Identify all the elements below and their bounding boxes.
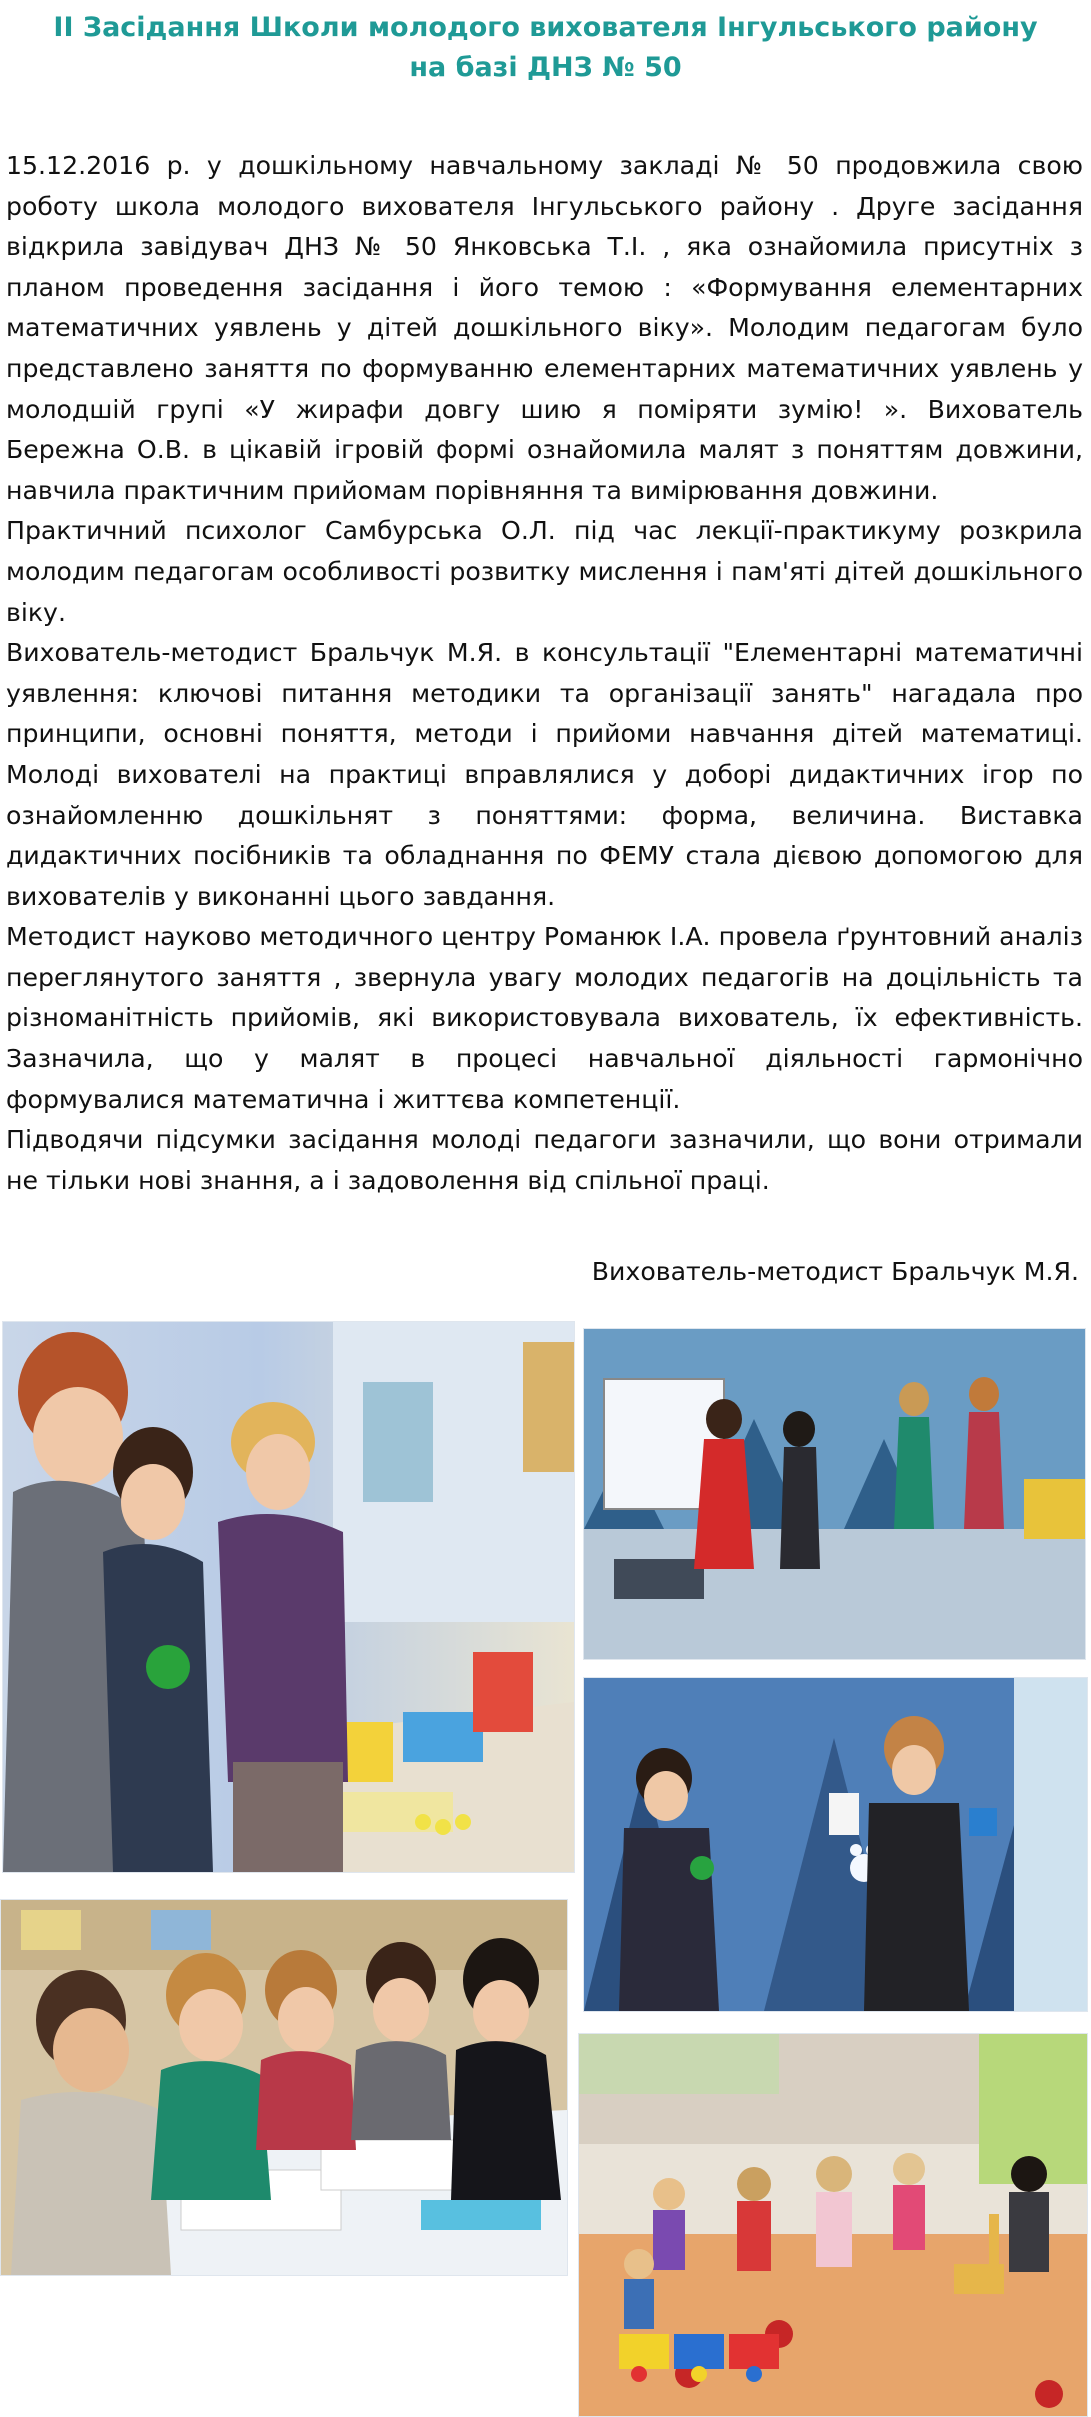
photo-children-in-group-room — [578, 2033, 1088, 2417]
signature: Вихователь-методист Бральчук М.Я. — [591, 1257, 1079, 1286]
title-line-2: на базі ДНЗ № 50 — [409, 52, 682, 83]
article-body — [6, 146, 1083, 1201]
article-paragraph: Підводячи підсумки засідання молоді педагоги зазначили, що вони отримали не тільки нові знання, а і задоволення від спільної праці. — [6, 1125, 1083, 1195]
page-title — [0, 8, 1091, 88]
photo-teachers-working-at-table — [0, 1899, 568, 2276]
article-paragraph: Вихователь-методист Бральчук М.Я. в консультації "Елементарні математичні уявлення: ключові питання методики та організації занять" нагадала про принципи, основні поняття, методи і прийоми навчання дітей математиці. Молоді вихователі на практиці вправлялися у доборі дидактичних ігор по ознайомленню дошкільнят з поняттями: форма, величина. Виставка дидактичних посібників та обладнання по ФЕМУ стала дієвою допомогою для вихователів у виконанні цього завдання. — [6, 638, 1083, 911]
article-paragraph: Методист науково методичного центру Романюк І.А. провела ґрунтовний аналіз переглянутого заняття , звернула увагу молодих педагогів на доцільність та різноманітність прийомів, які використовувала вихователь, їх ефективність. Зазначила, що у малят в процесі навчальної діяльності гармонічно формувалися математична і життєва компетенції. — [6, 922, 1083, 1114]
article-paragraph: Практичний психолог Самбурська О.Л. під час лекції-практикуму розкрила молодим педагогам особливості розвитку мислення і пам'яті дітей дошкільного віку. — [6, 516, 1083, 627]
title-line-1: II Засідання Школи молодого вихователя Інгульського району — [53, 12, 1038, 43]
photo-presentation-room — [583, 1328, 1086, 1660]
photo-teachers-at-display-table — [2, 1321, 575, 1873]
photo-two-women-winter-backdrop — [583, 1677, 1088, 2012]
article-paragraph: 15.12.2016 р. у дошкільному навчальному закладі № 50 продовжила свою роботу школа молодого вихователя Інгульського району . Друге засідання відкрила завідувач ДНЗ № 50 Янковська Т.І. , яка ознайомила присутніх з планом проведення засідання і його темою : «Формування елементарних математичних уявлень у дітей дошкільного віку». Молодим педагогам було представлено заняття по формуванню елементарних математичних уявлень у молодшій групі «У жирафи довгу шию я поміряти зумію! ». Вихователь Бережна О.В. в цікавій ігровій формі ознайомила малят з поняттям довжини, навчила практичним прийомам порівняння та вимірювання довжини. — [6, 151, 1083, 505]
